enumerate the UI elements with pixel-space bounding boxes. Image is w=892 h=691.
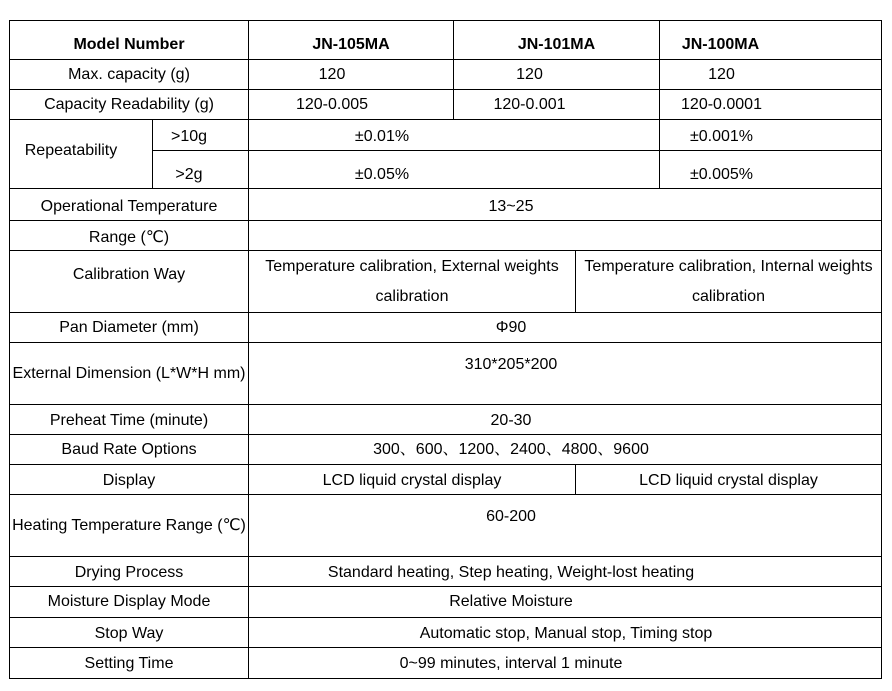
row-divider <box>9 404 882 405</box>
preheat-time-value: 20-30 <box>490 412 532 429</box>
repeatability-value: ±0.01% <box>354 128 410 145</box>
repeatability-value: ±0.05% <box>354 166 410 183</box>
readability-value: 120-0.001 <box>493 96 566 113</box>
baud-rate-value: 300、600、1200、2400、4800、9600 <box>373 441 649 458</box>
row-divider <box>9 617 882 618</box>
row-label-baud-rate: Baud Rate Options <box>61 441 197 458</box>
setting-time-value: 0~99 minutes, interval 1 minute <box>399 655 623 672</box>
operational-temperature-value: 13~25 <box>488 198 534 215</box>
row-divider <box>9 556 882 557</box>
stop-way-value: Automatic stop, Manual stop, Timing stop <box>419 625 713 642</box>
repeatability-condition: >10g <box>170 128 208 145</box>
heating-temperature-value: 60-200 <box>486 508 536 525</box>
header-model-jn-101ma: JN-101MA <box>517 36 596 53</box>
table-border <box>881 20 882 679</box>
row-label-operational-temperature: Operational Temperature <box>40 198 218 215</box>
row-label-range: Range (℃) <box>88 229 170 246</box>
row-label-heating-temperature: Heating Temperature Range (℃) <box>12 516 246 534</box>
range-value <box>249 223 881 253</box>
pan-diameter-value: Φ90 <box>495 319 527 336</box>
header-model-jn-105ma: JN-105MA <box>312 36 390 53</box>
header-model-number: Model Number <box>73 36 185 53</box>
repeatability-condition: >2g <box>175 166 203 183</box>
row-label-repeatability: Repeatability <box>24 142 118 159</box>
calibration-external-value: Temperature calibration, External weights calibration <box>265 257 559 305</box>
row-label-setting-time: Setting Time <box>84 655 174 672</box>
display-value: LCD liquid crystal display <box>322 472 502 489</box>
row-label-readability: Capacity Readability (g) <box>44 96 214 113</box>
max-capacity-value: 120 <box>318 66 346 83</box>
row-label-stop-way: Stop Way <box>94 625 164 642</box>
row-label-moisture-display-mode: Moisture Display Mode <box>47 593 211 610</box>
header-model-jn-100ma: JN-100MA <box>681 36 760 53</box>
table-border <box>9 20 882 21</box>
repeatability-value: ±0.001% <box>689 128 754 145</box>
calibration-internal-value: Temperature calibration, Internal weights calibration <box>584 257 873 305</box>
drying-process-value: Standard heating, Step heating, Weight-lost heating <box>327 564 695 581</box>
row-label-display: Display <box>102 472 156 489</box>
external-dimension-value: 310*205*200 <box>464 356 558 373</box>
max-capacity-value: 120 <box>516 66 543 83</box>
row-label-calibration-way: Calibration Way <box>72 266 186 283</box>
repeatability-value: ±0.005% <box>689 166 754 183</box>
row-label-max-capacity: Max. capacity (g) <box>68 66 190 83</box>
readability-value: 120-0.005 <box>295 96 369 113</box>
display-value: LCD liquid crystal display <box>639 472 818 489</box>
readability-value: 120-0.0001 <box>681 96 762 113</box>
row-label-external-dimension: External Dimension (L*W*H mm) <box>12 364 246 382</box>
row-label-drying-process: Drying Process <box>74 564 184 581</box>
row-label-pan-diameter: Pan Diameter (mm) <box>59 319 199 336</box>
moisture-display-mode-value: Relative Moisture <box>449 593 573 610</box>
max-capacity-value: 120 <box>708 66 735 83</box>
row-label-preheat-time: Preheat Time (minute) <box>49 412 209 429</box>
